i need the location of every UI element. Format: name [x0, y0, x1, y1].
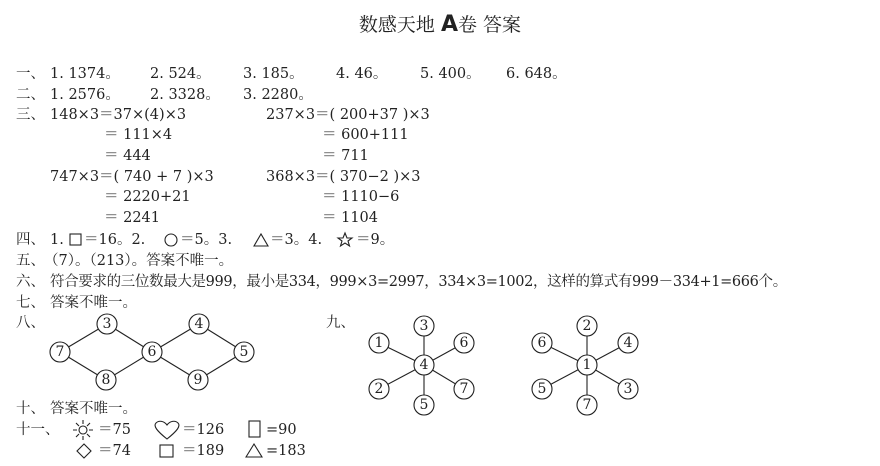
rectangle-icon: [249, 421, 260, 437]
s4-part-3: ＝5。3.: [180, 232, 233, 248]
s11-value-4: ＝74: [98, 443, 131, 459]
section-4-label: 四、: [16, 232, 45, 248]
calc-c-line-3: ＝ 2241: [104, 210, 161, 226]
star-node: [577, 395, 597, 415]
s11-value-5: ＝189: [182, 443, 225, 459]
svg-text:9: 9: [193, 372, 203, 388]
star-figure-2: [532, 316, 638, 415]
svg-text:4: 4: [194, 316, 204, 332]
s1-answer-4: 4. 46。: [336, 66, 388, 82]
star-node: [618, 333, 638, 353]
star-node: [532, 379, 552, 399]
section-8-label: 八、: [16, 315, 45, 331]
calc-a-line-3: ＝ 444: [104, 148, 151, 164]
s4-part-1: 1.: [50, 232, 64, 248]
grid-figure-8: [50, 314, 254, 390]
star-node: [369, 333, 389, 353]
square-icon: [160, 445, 173, 457]
s1-answer-2: 2. 524。: [150, 66, 211, 82]
svg-text:4: 4: [419, 357, 429, 373]
star-node: [618, 379, 638, 399]
triangle-icon: [246, 444, 262, 457]
graph-node: [50, 342, 70, 362]
star-node: [454, 333, 474, 353]
calc-b-line-1: 237×3＝( 200+37 )×3: [266, 107, 430, 123]
s11-value-3: =90: [266, 422, 297, 438]
svg-text:3: 3: [623, 381, 633, 397]
svg-text:3: 3: [102, 316, 112, 332]
s2-answer-2: 2. 3328。: [150, 87, 220, 103]
section-6-label: 六、: [16, 274, 45, 290]
s4-part-2: ＝16。2.: [84, 232, 146, 248]
graph-node: [188, 370, 208, 390]
s2-answer-3: 3. 2280。: [243, 87, 313, 103]
s1-answer-3: 3. 185。: [243, 66, 304, 82]
s7-text: 答案不唯一。: [50, 295, 137, 311]
calc-c-line-1: 747×3＝( 740 + 7 )×3: [50, 169, 214, 185]
s11-value-1: ＝75: [98, 422, 131, 438]
s1-answer-6: 6. 648。: [506, 66, 567, 82]
page-title: 数感天地 A卷 答案: [358, 12, 522, 37]
graph-node: [96, 370, 116, 390]
s11-value-6: =183: [266, 443, 306, 459]
svg-text:1: 1: [374, 335, 384, 351]
section-5-label: 五、: [16, 253, 45, 269]
svg-text:4: 4: [623, 335, 633, 351]
section-2-label: 二、: [16, 87, 45, 103]
s2-answer-1: 1. 2576。: [50, 87, 120, 103]
s6-text: 符合要求的三位数最大是999，最小是334，999×3=2997，334×3=1002，这样的算式有999－334+1=666个。: [50, 274, 787, 290]
svg-text:8: 8: [101, 372, 111, 388]
calc-c-line-2: ＝ 2220+21: [104, 189, 191, 205]
section-10-label: 十、: [16, 401, 45, 417]
svg-text:6: 6: [537, 335, 547, 351]
svg-text:5: 5: [419, 397, 429, 413]
triangle-icon: [254, 234, 268, 246]
star-node: [414, 355, 434, 375]
svg-text:2: 2: [374, 381, 384, 397]
s1-answer-1: 1. 1374。: [50, 66, 120, 82]
star-node: [454, 379, 474, 399]
svg-text:3: 3: [419, 318, 429, 334]
s1-answer-5: 5. 400。: [420, 66, 481, 82]
star-node: [577, 316, 597, 336]
svg-text:7: 7: [55, 344, 65, 360]
star-node: [532, 333, 552, 353]
star-node: [577, 355, 597, 375]
s4-part-5: ＝9。: [356, 232, 395, 248]
svg-text:5: 5: [239, 344, 249, 360]
calc-d-line-3: ＝ 1104: [322, 210, 379, 226]
square-icon: [70, 234, 81, 245]
svg-text:6: 6: [459, 335, 469, 351]
svg-text:6: 6: [147, 344, 157, 360]
calc-b-line-2: ＝ 600+111: [322, 127, 409, 143]
s4-part-4: ＝3。4.: [270, 232, 323, 248]
section-1-label: 一、: [16, 66, 45, 82]
star-node: [369, 379, 389, 399]
diamond-icon: [77, 444, 91, 458]
calc-d-line-1: 368×3＝( 370−2 )×3: [266, 169, 421, 185]
section-9-label: 九、: [326, 315, 355, 331]
star-node: [414, 316, 434, 336]
calc-a-line-1: 148×3＝37×(4)×3: [50, 107, 187, 123]
calc-a-line-2: ＝ 111×4: [104, 127, 173, 143]
star-figure-1: [369, 316, 474, 415]
circle-icon: [165, 234, 177, 246]
graph-node: [142, 342, 162, 362]
graph-node: [97, 314, 117, 334]
calc-b-line-3: ＝ 711: [322, 148, 369, 164]
s11-value-2: ＝126: [182, 422, 225, 438]
svg-text:7: 7: [459, 381, 469, 397]
svg-text:7: 7: [582, 397, 592, 413]
section-7-label: 七、: [16, 295, 45, 311]
sun-icon: [73, 420, 93, 440]
calc-d-line-2: ＝ 1110−6: [322, 189, 400, 205]
star-node: [414, 395, 434, 415]
graph-node: [189, 314, 209, 334]
section-11-label: 十一、: [16, 422, 60, 438]
s5-text: （7）。（213）。答案不唯一。: [44, 253, 234, 269]
svg-text:2: 2: [582, 318, 592, 334]
star-icon: [338, 233, 352, 246]
svg-text:1: 1: [582, 357, 592, 373]
graph-node: [234, 342, 254, 362]
svg-text:5: 5: [537, 381, 547, 397]
section-3-label: 三、: [16, 107, 45, 123]
heart-icon: [155, 421, 179, 439]
s10-text: 答案不唯一。: [50, 401, 137, 417]
